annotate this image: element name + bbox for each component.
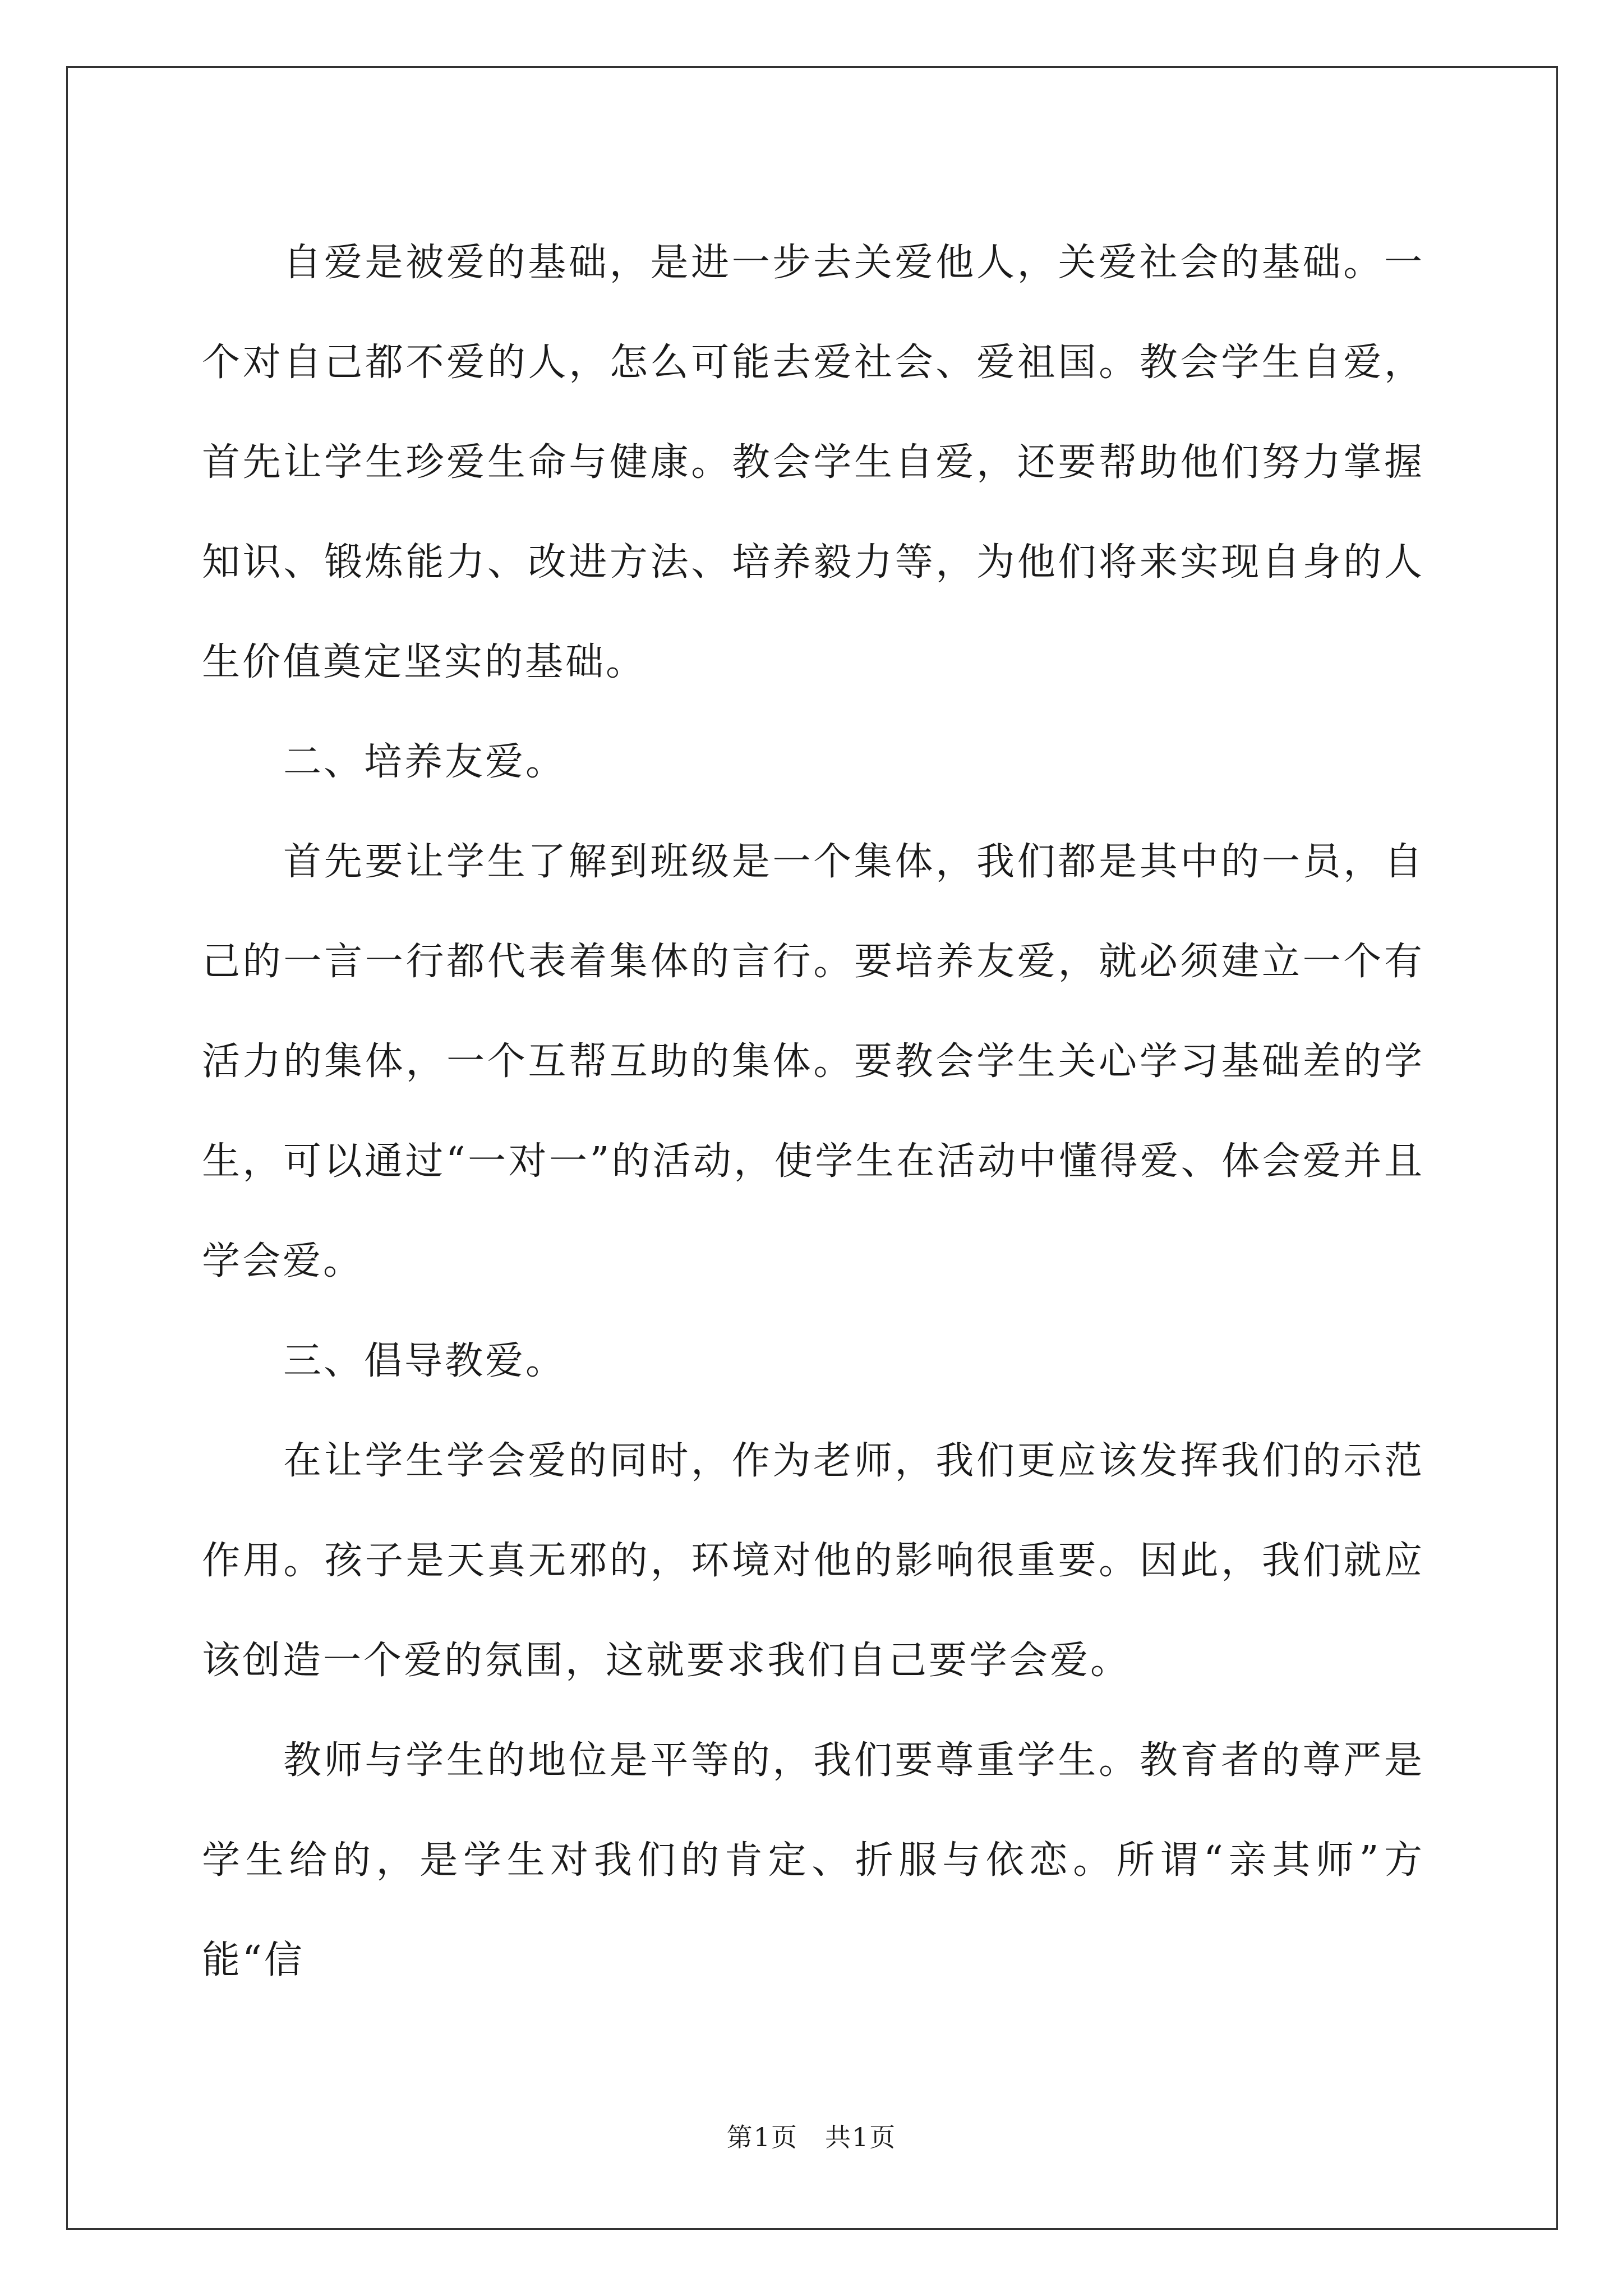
paragraph-friendship: 首先要让学生了解到班级是一个集体，我们都是其中的一员，自己的一言一行都代表着集体的言行。要培养友爱，就必须建立一个有活力的集体，一个互帮互助的集体。要教会学生关心学习基础差的学生，可以通过“一对一”的活动，使学生在活动中懂得爱、体会爱并且学会爱。 (202, 840, 1424, 1283)
paragraph-teacher-student: 教师与学生的地位是平等的，我们要尊重学生。教育者的尊严是学生给的，是学生对我们的肯定、折服与依恋。所谓“亲其师”方能“信 (202, 1738, 1424, 1982)
paragraph-teaching-love: 在让学生学会爱的同时，作为老师，我们更应该发挥我们的示范作用。孩子是天真无邪的，环境对他的影响很重要。因此，我们就应该创造一个爱的氛围，这就要求我们自己要学会爱。 (202, 1439, 1424, 1683)
paragraph-self-love: 自爱是被爱的基础，是进一步去关爱他人，关爱社会的基础。一个对自己都不爱的人，怎么可能去爱社会、爱祖国。教会学生自爱，首先让学生珍爱生命与健康。教会学生自爱，还要帮助他们努力掌握知识、锻炼能力、改进方法、培养毅力等，为他们将来实现自身的人生价值奠定坚实的基础。 (202, 241, 1424, 684)
document-body (202, 213, 1424, 2010)
heading-teaching-love: 三、倡导教爱。 (283, 1339, 566, 1383)
page-footer: 第1页 共1页 (726, 2122, 897, 2152)
heading-friendship: 二、培养友爱。 (283, 740, 566, 784)
